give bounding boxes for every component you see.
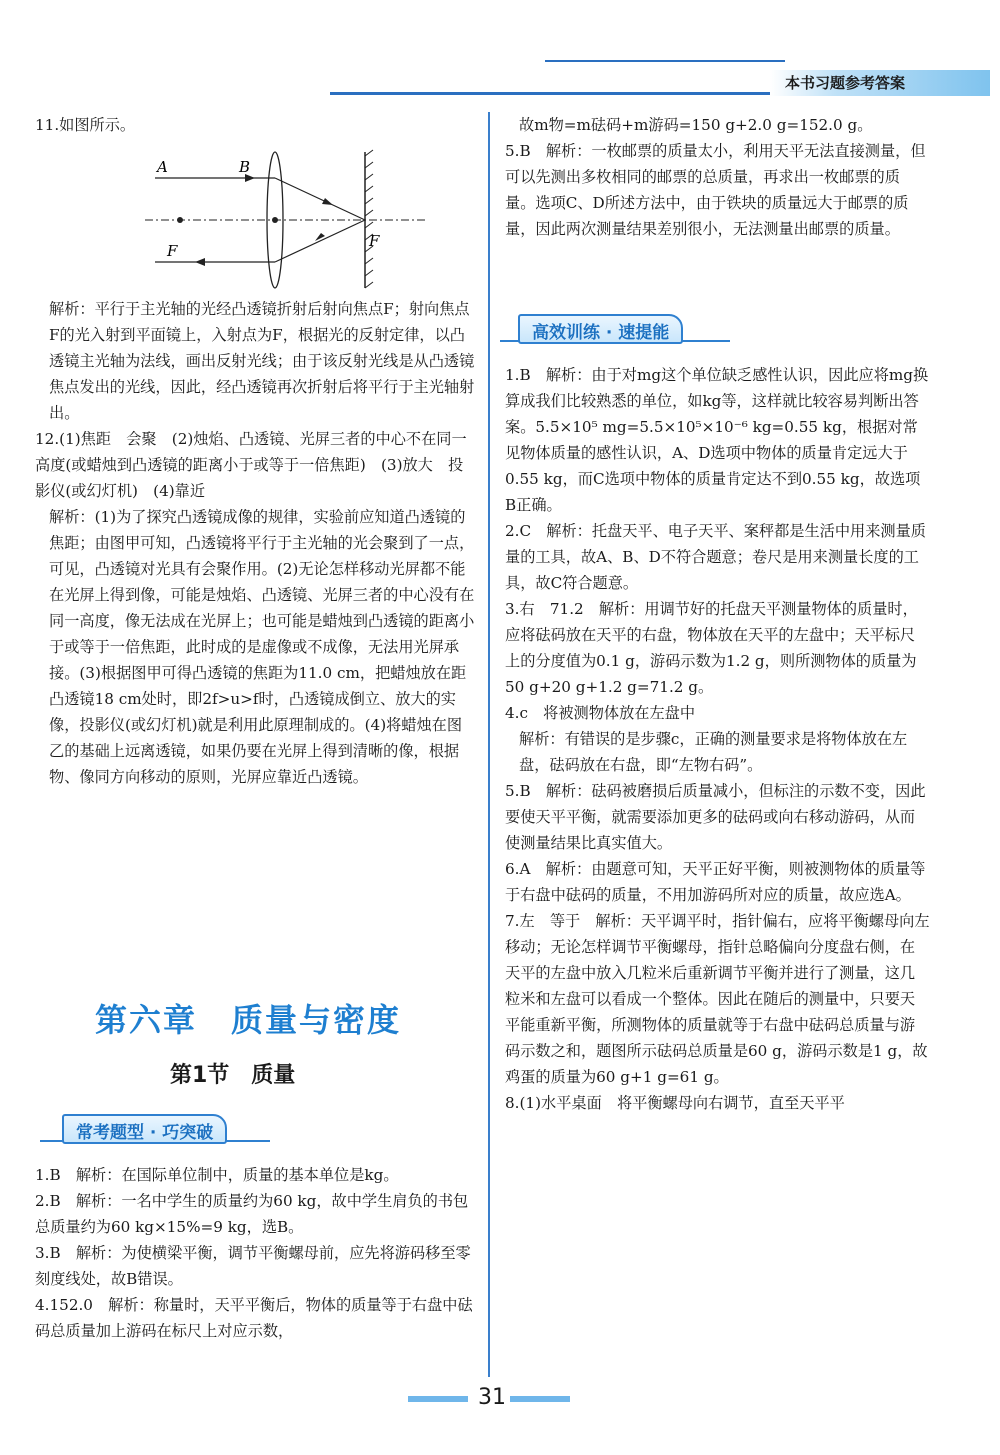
t1: 1.B 解析：由于对mg这个单位缺乏感性认识，因此应将mg换算成我们比较熟悉的单位，如kg等，这样就比较容易判断出答案。5.5×10⁵ mg=5.5×10⁵×10⁻⁶ kg=0.55 kg，根据对常见物体质量的感性认识，A、D选项中物体的质量肯定远大于0.55 kg，而C选项中物体的质量肯定达不到0.55 kg，故选项B正确。 bbox=[505, 366, 929, 514]
label-F-left: F bbox=[167, 242, 178, 260]
ex2: 2.B 解析：一名中学生的质量约为60 kg，故中学生肩负的书包总质量约为60 kg×15%=9 kg，选B。 bbox=[35, 1192, 469, 1236]
t4: 4.c 将被测物体放在左盘中 bbox=[505, 704, 696, 722]
q11-analysis: 解析：平行于主光轴的光经凸透镜折射后射向焦点F；射向焦点F的光入射到平面镜上，入射点为F，根据光的反射定律，以凸透镜主光轴为法线，画出反射光线；由于该反射光线是从凸透镜焦点发出的光线，因此，经凸透镜再次折射后将平行于主光轴射出。 bbox=[49, 300, 475, 422]
t3: 3.右 71.2 解析：用调节好的托盘天平测量物体的质量时，应将砝码放在天平的右盘，物体放在天平的左盘中；天平标尺上的分度值为0.1 g，游码示数为1.2 g，则所测物体的质量为50 g+20 g+1.2 g=71.2 g。 bbox=[505, 600, 918, 696]
ex1: 1.B 解析：在国际单位制中，质量的基本单位是kg。 bbox=[35, 1166, 399, 1184]
optics-diagram bbox=[135, 142, 435, 292]
q12: 12.(1)焦距 会聚 (2)烛焰、凸透镜、光屏三者的中心不在同一高度(或蜡烛到凸透镜的距离小于或等于一倍焦距) (3)放大 投影仪(或幻灯机) (4)靠近 bbox=[35, 430, 467, 500]
page-deco-right bbox=[510, 1396, 570, 1402]
t6: 6.A 解析：由题意可知，天平正好平衡，则被测物体的质量等于右盘中砝码的质量，不用加游码所对应的质量，故应选A。 bbox=[505, 860, 926, 904]
label-A: A bbox=[157, 158, 168, 176]
t2: 2.C 解析：托盘天平、电子天平、案秤都是生活中用来测量质量的工具，故A、B、D不符合题意；卷尺是用来测量长度的工具，故C符合题意。 bbox=[505, 522, 926, 592]
t4-analysis: 解析：有错误的是步骤c，正确的测量要求是将物体放在左盘，砝码放在右盘，即“左物右码”。 bbox=[519, 730, 908, 774]
header-title: 本书习题参考答案 bbox=[785, 74, 906, 92]
label-F-right: F bbox=[369, 232, 380, 250]
r-q5: 5.B 解析：一枚邮票的质量太小，利用天平无法直接测量，但可以先测出多枚相同的邮票的总质量，再求出一枚邮票的质量。选项C、D所述方法中，由于铁块的质量远大于邮票的质量，因此两次测量结果差别很小，无法测量出邮票的质量。 bbox=[505, 142, 926, 238]
t8: 8.(1)水平桌面 将平衡螺母向右调节，直至天平平 bbox=[505, 1094, 845, 1112]
banner-right: 高效训练 · 速提能 bbox=[518, 314, 683, 344]
left-column-2 bbox=[35, 1162, 475, 1344]
ex4: 4.152.0 解析：称量时，天平平衡后，物体的质量等于右盘中砝码总质量加上游码在标尺上对应示数， bbox=[35, 1296, 473, 1340]
column-divider bbox=[488, 112, 490, 1377]
ex3: 3.B 解析：为使横梁平衡，调节平衡螺母前，应先将游码移至零刻度线处，故B错误。 bbox=[35, 1244, 471, 1288]
chapter-title: 第六章 质量与密度 bbox=[95, 1001, 402, 1039]
page-deco-left bbox=[408, 1396, 468, 1402]
header-rule-top bbox=[545, 60, 785, 62]
q12-analysis: 解析：(1)为了探究凸透镜成像的规律，实验前应知道凸透镜的焦距；由图甲可知，凸透镜将平行于主光轴的光会聚到了一点，可见，凸透镜对光具有会聚作用。(2)无论怎样移动光屏都不能在光屏上得到像，可能是烛焰、凸透镜、光屏三者的中心没有在同一高度，像无法成在光屏上；也可能是蜡烛到凸透镜的距离小于或等于一倍焦距，此时成的是虚像或不成像，无法用光屏承接。(3)根据图甲可得凸透镜的焦距为11.0 cm，把蜡烛放在距凸透镜18 cm处时，即2f>u>f时，凸透镜成倒立、放大的实像，投影仪(或幻灯机)就是利用此原理制成的。(4)将蜡烛在图乙的基础上远离透镜，如果仍要在光屏上得到清晰的像，根据物、像同方向移动的原则，光屏应靠近凸透镜。 bbox=[49, 508, 475, 786]
q11: 11.如图所示。 bbox=[35, 116, 136, 134]
r-formula: 故m物=m砝码+m游码=150 g+2.0 g=152.0 g。 bbox=[519, 116, 873, 134]
right-column-2 bbox=[505, 362, 930, 1116]
t5: 5.B 解析：砝码被磨损后质量减小，但标注的示数不变，因此要使天平平衡，就需要添加更多的砝码或向右移动游码，从而使测量结果比真实值大。 bbox=[505, 782, 926, 852]
right-column bbox=[505, 112, 930, 242]
section-title: 第1节 质量 bbox=[170, 1063, 296, 1088]
left-column bbox=[35, 112, 475, 790]
label-B: B bbox=[239, 158, 251, 176]
t7: 7.左 等于 解析：天平调平时，指针偏右，应将平衡螺母向左移动；无论怎样调节平衡螺母，指针总略偏向分度盘右侧，在天平的左盘中放入几粒米后重新调节平衡并进行了测量，这几粒米和左盘可以看成一个整体。因此在随后的测量中，只要天平能重新平衡，所测物体的质量就等于右盘中砝码总质量与游码示数之和，题图所示砝码总质量是60 g，游码示数是1 g，故鸡蛋的质量为60 g+1 g=61 g。 bbox=[505, 912, 930, 1086]
banner-left: 常考题型 · 巧突破 bbox=[62, 1114, 227, 1144]
page-number: 31 bbox=[478, 1385, 506, 1410]
